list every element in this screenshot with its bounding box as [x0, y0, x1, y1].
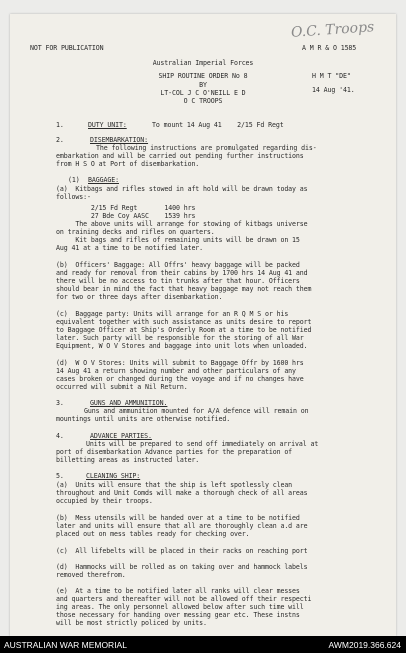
not-for-publication: NOT FOR PUBLICATION	[30, 44, 104, 52]
section-4-heading: ADVANCE PARTIES.	[90, 432, 152, 440]
document-page: NOT FOR PUBLICATION A M R & O 1585 O.C. Troops Australian Imperial Forces SHIP ROUTINE ORDER No 8 H M T "DE" BY LT-COL J C O'NEILL E D 14 Aug '41. O C TROOPS 1. DUTY UNIT: To mount 14 Aug 41 2/15 Fd Regt 2. DISEMBARKATION: The following instructions are promulgated regarding dis- embarkation and will be carried out pending further instructions from H S O at Port of disembarkation. (1) BAGGAGE: (a) Kitbags and rifles stowed in aft hold will be drawn today as follows:- 2/15 Fd Regt 1400 hrs 27 Bde Coy AASC 1539 hrs The above units will arrange for stowing of kitbags universe on training decks and rifles on quarters. Kit bags and rifles of remaining units will be drawn on 15 Aug 41 at a time to be notified later. (b) Officers' Baggage: All Offrs' heavy baggage will be packed and ready for removal from their cabins by 1700 hrs 14 Aug 41 and there will be no access to tin trunks after that hour. Officers should bear in mind the fact that heavy baggage may not reach them for two or three days after disembarkation. (c) Baggage party: Units will arrange for an R Q M S or his equivalent together with such assistance as units desire to report to Baggage Officer at Ship's Orderly Room at a time to be notified later. Such party will be responsible for the storing of all War Equipment, W O V Stores and baggage into unit lots when unloaded. (d) W O V Stores: Units will submit to Baggage Offr by 1600 hrs 14 Aug 41 a return showing number and other particulars of any cases broken or changed during the voyage and if no changes have occurred will submit a Nil Return. 3. GUNS AND AMMUNITION. Guns and ammunition mounted for A/A defence will remain on mountings until units are otherwise notified. 4. ADVANCE PARTIES. Units will be prepared to send off immediately on arrival at port of disembarkation Advance parties for the preparation of billetting areas as instructed later. 5. CLEANING SHIP: (a) Units will ensure that the ship is left spotlessly clean throughout and Unit Comds will make a thorough check of all areas occupied by their troops. (b) Mess utensils will be handed over at a time to be notified later and units will ensure that all are thoroughly clean a.d are placed out on mess tables ready for checking over. (c) All lifebelts will be placed in their racks on reaching port (d) Hammocks will be rolled as on taking over and hammock labels removed therefrom. (e) At a time to be notified later all ranks will clear messes and quarters and thereafter will not be allowed off their respecti ing areas. The only personnel allowed below after such time will those necessary for handing over messing gear etc. These instns will be most strictly policed by units.	[10, 14, 396, 636]
order-by: BY	[199, 81, 207, 89]
section-1-number: 1.	[56, 121, 64, 129]
section-3-heading: GUNS AND AMMUNITION.	[90, 399, 168, 407]
handwritten-annotation: O.C. Troops	[290, 19, 375, 41]
document-reference: A M R & O 1585	[302, 44, 357, 52]
baggage-number: (1)	[68, 176, 80, 184]
baggage-heading: BAGGAGE:	[88, 176, 119, 184]
order-title: SHIP ROUTINE ORDER No 8	[158, 72, 248, 80]
section-1-heading: DUTY UNIT:	[88, 121, 127, 129]
section-3-number: 3.	[56, 399, 64, 407]
archive-footer	[0, 636, 406, 653]
section-5-number: 5.	[56, 472, 64, 480]
section-2-number: 2.	[56, 136, 64, 144]
force-title: Australian Imperial Forces	[152, 59, 254, 67]
ship-name: H M T "DE"	[312, 72, 351, 80]
section-4-number: 4.	[56, 432, 64, 440]
officer-name: LT-COL J C O'NEILL E D	[160, 89, 246, 97]
section-2-heading: DISEMBARKATION:	[90, 136, 149, 144]
section-1-text: To mount 14 Aug 41 2/15 Fd Regt	[152, 121, 284, 129]
footer-accession-number: AWM2019.366.624	[328, 640, 401, 650]
section-5-heading: CLEANING SHIP:	[86, 472, 141, 480]
oc-troops: O C TROOPS	[183, 97, 223, 105]
order-date: 14 Aug '41.	[312, 86, 355, 94]
footer-institution: AUSTRALIAN WAR MEMORIAL	[4, 640, 127, 650]
